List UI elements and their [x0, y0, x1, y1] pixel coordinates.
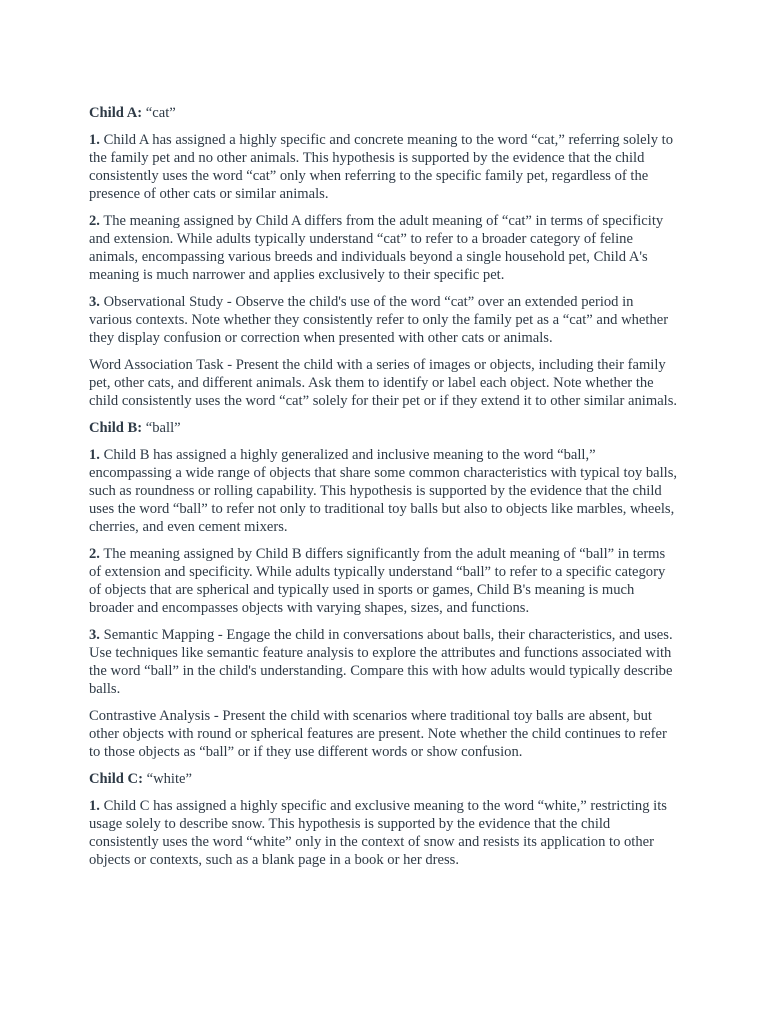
- section-label: Child A:: [89, 105, 143, 121]
- paragraph-text: The meaning assigned by Child A differs from the adult meaning of “cat” in terms of specificity and extension. While adults typically understand “cat” to refer to a broader category of feline animals, encompassing various breeds and individuals beyond a single household pet, Child A's meaning is much narrower and applies exclusively to their specific pet.: [89, 213, 664, 283]
- paragraph-text: The meaning assigned by Child B differs significantly from the adult meaning of “ball” in terms of extension and specificity. While adults typically understand “ball” to refer to a specific category of objects that are spherical and typically used in sports or games, Child B's meaning is much broader and encompasses objects with varying shapes, sizes, and functions.: [89, 546, 666, 616]
- paragraph-text: Child B has assigned a highly generalized and inclusive meaning to the word “ball,” encompassing a wide range of objects that share some common characteristics with typical toy balls, such as roundness or rolling capability. This hypothesis is supported by the evidence that the child uses the word “ball” to refer not only to traditional toy balls but also to objects like marbles, wheels, cherries, and even cement mixers.: [89, 447, 678, 535]
- paragraph: [89, 626, 679, 698]
- paragraph-number: 3.: [89, 294, 100, 310]
- section-word: “cat”: [145, 105, 176, 121]
- paragraph-number: 1.: [89, 798, 100, 814]
- section-word: “white”: [146, 771, 192, 787]
- paragraph: [89, 545, 679, 617]
- paragraph-number: 2.: [89, 213, 100, 229]
- paragraph: [89, 707, 679, 761]
- section-label: Child C:: [89, 771, 143, 787]
- paragraph: [89, 356, 679, 410]
- paragraph: [89, 797, 679, 869]
- paragraph-number: 1.: [89, 132, 100, 148]
- section-word: “ball”: [145, 420, 181, 436]
- section-heading-child-b: [89, 419, 679, 437]
- paragraph-text: Word Association Task - Present the child with a series of images or objects, including their family pet, other cats, and different animals. Ask them to identify or label each object. Note whether the child consistently uses the word “cat” solely for their pet or if they extend it to other similar animals.: [89, 357, 678, 409]
- paragraph-text: Observational Study - Observe the child's use of the word “cat” over an extended period in various contexts. Note whether they consistently refer to only the family pet as a “cat” and whether they display confusion or correction when presented with other cats or animals.: [89, 294, 669, 346]
- paragraph-number: 1.: [89, 447, 100, 463]
- paragraph-number: 3.: [89, 627, 100, 643]
- document-page: [89, 104, 679, 878]
- paragraph-text: Child A has assigned a highly specific and concrete meaning to the word “cat,” referring solely to the family pet and no other animals. This hypothesis is supported by the evidence that the child consistently uses the word “cat” only when referring to the specific family pet, regardless of the presence of other cats or similar animals.: [89, 132, 673, 202]
- section-heading-child-c: [89, 770, 679, 788]
- paragraph-text: Contrastive Analysis - Present the child with scenarios where traditional toy balls are absent, but other objects with round or spherical features are present. Note whether the child continues to refer to those objects as “ball” or if they use different words or show confusion.: [89, 708, 667, 760]
- paragraph-text: Child C has assigned a highly specific and exclusive meaning to the word “white,” restricting its usage solely to describe snow. This hypothesis is supported by the evidence that the child consistently uses the word “white” only in the context of snow and resists its application to other objects or contexts, such as a blank page in a book or her dress.: [89, 798, 667, 868]
- paragraph-text: Semantic Mapping - Engage the child in conversations about balls, their characteristics, and uses. Use techniques like semantic feature analysis to explore the attributes and functions associated with the word “ball” in the child's understanding. Compare this with how adults would typically describe balls.: [89, 627, 673, 697]
- section-heading-child-a: [89, 104, 679, 122]
- paragraph-number: 2.: [89, 546, 100, 562]
- paragraph: [89, 131, 679, 203]
- section-label: Child B:: [89, 420, 143, 436]
- paragraph: [89, 212, 679, 284]
- paragraph: [89, 446, 679, 536]
- paragraph: [89, 293, 679, 347]
